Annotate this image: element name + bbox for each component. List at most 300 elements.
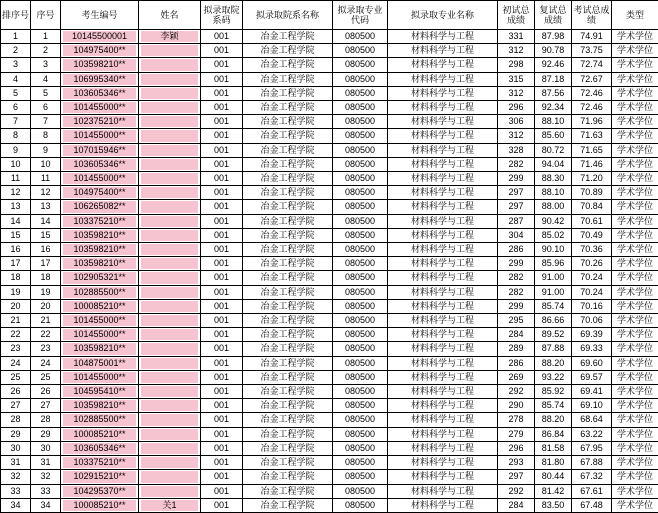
cell-text: 100085210**: [73, 500, 125, 510]
cell-major-name: 材料科学与工程: [388, 86, 498, 100]
cell-index: 8: [31, 129, 61, 143]
cell-rank: 12: [1, 186, 31, 200]
cell-retest-score: 88.10: [535, 186, 572, 200]
cell-type: 学术学位: [612, 115, 658, 129]
cell-department-name: 冶金工程学院: [243, 356, 333, 370]
cell-department-name: 冶金工程学院: [243, 72, 333, 86]
cell-rank: 13: [1, 200, 31, 214]
cell-type: 学术学位: [612, 399, 658, 413]
cell-candidate-id: [61, 186, 139, 200]
cell-text: 104295370**: [73, 486, 125, 496]
redaction-overlay: [141, 471, 198, 482]
cell-retest-score: 85.74: [535, 299, 572, 313]
cell-text: 106995340**: [73, 74, 125, 84]
cell-type: 学术学位: [612, 370, 658, 384]
cell-text: 101455000**: [73, 173, 125, 183]
cell-total-score: 67.48: [572, 498, 612, 512]
redaction-overlay: [141, 230, 198, 241]
table-row: [1, 427, 658, 441]
cell-department-code: 001: [201, 72, 243, 86]
cell-text: 102375210**: [73, 116, 125, 126]
cell-rank: 32: [1, 470, 31, 484]
cell-major-name: 材料科学与工程: [388, 257, 498, 271]
cell-department-code: 001: [201, 228, 243, 242]
cell-index: 1: [31, 30, 61, 44]
cell-department-name: 冶金工程学院: [243, 200, 333, 214]
cell-retest-score: 81.58: [535, 441, 572, 455]
cell-text: 10145500001: [72, 31, 127, 41]
cell-major-name: 材料科学与工程: [388, 484, 498, 498]
cell-rank: 18: [1, 271, 31, 285]
cell-type: 学术学位: [612, 172, 658, 186]
cell-retest-score: 85.02: [535, 228, 572, 242]
cell-index: 34: [31, 498, 61, 512]
cell-index: 32: [31, 470, 61, 484]
redaction-overlay: [141, 258, 198, 269]
column-header-department-code: 拟录取院系码: [201, 1, 243, 30]
cell-major-name: 材料科学与工程: [388, 72, 498, 86]
cell-text: 102905321**: [73, 272, 125, 282]
cell-total-score: 72.67: [572, 72, 612, 86]
cell-major-name: 材料科学与工程: [388, 427, 498, 441]
cell-department-code: 001: [201, 271, 243, 285]
cell-initial-score: 328: [498, 143, 535, 157]
cell-major-name: 材料科学与工程: [388, 44, 498, 58]
cell-candidate-id: [61, 44, 139, 58]
cell-text: 100085210**: [73, 301, 125, 311]
cell-index: 30: [31, 441, 61, 455]
cell-major-name: 材料科学与工程: [388, 115, 498, 129]
cell-department-name: 冶金工程学院: [243, 441, 333, 455]
cell-major-name: 材料科学与工程: [388, 228, 498, 242]
cell-total-score: 67.61: [572, 484, 612, 498]
cell-total-score: 70.89: [572, 186, 612, 200]
table-row: [1, 271, 658, 285]
redaction-overlay: [141, 315, 198, 326]
cell-text: 101455000**: [73, 329, 125, 339]
cell-department-code: 001: [201, 441, 243, 455]
cell-department-name: 冶金工程学院: [243, 58, 333, 72]
cell-major-code: 080500: [333, 243, 388, 257]
cell-type: 学术学位: [612, 228, 658, 242]
redaction-overlay: [141, 414, 198, 425]
redaction-overlay: [141, 287, 198, 298]
cell-name: [139, 498, 201, 512]
cell-major-name: 材料科学与工程: [388, 186, 498, 200]
cell-department-name: 冶金工程学院: [243, 257, 333, 271]
cell-name: [139, 370, 201, 384]
cell-type: 学术学位: [612, 200, 658, 214]
table-body: [1, 30, 658, 513]
cell-text: 102915210**: [73, 471, 125, 481]
cell-index: 16: [31, 243, 61, 257]
redaction-overlay: [141, 372, 198, 383]
table-row: [1, 385, 658, 399]
cell-total-score: 70.06: [572, 314, 612, 328]
table-row: [1, 30, 658, 44]
cell-candidate-id: [61, 328, 139, 342]
cell-department-name: 冶金工程学院: [243, 314, 333, 328]
cell-text: 104595410**: [73, 386, 125, 396]
cell-department-code: 001: [201, 172, 243, 186]
cell-initial-score: 293: [498, 456, 535, 470]
cell-retest-score: 86.84: [535, 427, 572, 441]
cell-rank: 34: [1, 498, 31, 512]
cell-department-name: 冶金工程学院: [243, 470, 333, 484]
cell-candidate-id: [61, 243, 139, 257]
cell-department-code: 001: [201, 370, 243, 384]
cell-name: [139, 214, 201, 228]
cell-major-name: 材料科学与工程: [388, 101, 498, 115]
cell-department-code: 001: [201, 498, 243, 512]
cell-department-code: 001: [201, 413, 243, 427]
cell-major-name: 材料科学与工程: [388, 399, 498, 413]
cell-major-name: 材料科学与工程: [388, 271, 498, 285]
cell-major-name: 材料科学与工程: [388, 157, 498, 171]
cell-rank: 25: [1, 370, 31, 384]
cell-index: 20: [31, 299, 61, 313]
cell-type: 学术学位: [612, 314, 658, 328]
cell-retest-score: 80.72: [535, 143, 572, 157]
cell-type: 学术学位: [612, 30, 658, 44]
cell-text: 103605346**: [73, 443, 125, 453]
cell-rank: 9: [1, 143, 31, 157]
table-row: [1, 143, 658, 157]
cell-initial-score: 312: [498, 86, 535, 100]
cell-total-score: 72.46: [572, 86, 612, 100]
cell-rank: 17: [1, 257, 31, 271]
cell-text: 107015946**: [73, 145, 125, 155]
cell-rank: 14: [1, 214, 31, 228]
cell-text: 103598210**: [73, 230, 125, 240]
cell-initial-score: 299: [498, 172, 535, 186]
cell-candidate-id: [61, 115, 139, 129]
cell-total-score: 67.88: [572, 456, 612, 470]
cell-name: [139, 299, 201, 313]
cell-major-code: 080500: [333, 385, 388, 399]
cell-candidate-id: [61, 441, 139, 455]
cell-department-name: 冶金工程学院: [243, 342, 333, 356]
cell-department-code: 001: [201, 285, 243, 299]
cell-index: 4: [31, 72, 61, 86]
cell-name: [139, 172, 201, 186]
cell-rank: 15: [1, 228, 31, 242]
cell-name: [139, 243, 201, 257]
cell-text: 103598210**: [73, 59, 125, 69]
cell-name: [139, 129, 201, 143]
cell-index: 9: [31, 143, 61, 157]
cell-total-score: 70.24: [572, 271, 612, 285]
cell-major-code: 080500: [333, 456, 388, 470]
cell-retest-score: 92.46: [535, 58, 572, 72]
cell-name: [139, 101, 201, 115]
cell-index: 27: [31, 399, 61, 413]
table-header-row: [1, 1, 658, 30]
table-row: [1, 456, 658, 470]
cell-department-code: 001: [201, 200, 243, 214]
cell-department-code: 001: [201, 214, 243, 228]
cell-department-code: 001: [201, 427, 243, 441]
cell-department-name: 冶金工程学院: [243, 101, 333, 115]
cell-initial-score: 298: [498, 58, 535, 72]
cell-candidate-id: [61, 86, 139, 100]
cell-department-code: 001: [201, 143, 243, 157]
cell-major-name: 材料科学与工程: [388, 285, 498, 299]
cell-department-name: 冶金工程学院: [243, 271, 333, 285]
redaction-overlay: [141, 358, 198, 369]
cell-major-name: 材料科学与工程: [388, 356, 498, 370]
cell-rank: 1: [1, 30, 31, 44]
cell-department-code: 001: [201, 470, 243, 484]
redaction-overlay: [141, 429, 198, 440]
cell-text: 101455000**: [73, 372, 125, 382]
cell-name: [139, 58, 201, 72]
cell-type: 学术学位: [612, 456, 658, 470]
cell-major-code: 080500: [333, 328, 388, 342]
cell-major-code: 080500: [333, 214, 388, 228]
cell-total-score: 74.91: [572, 30, 612, 44]
cell-name: [139, 186, 201, 200]
redaction-overlay: [141, 386, 198, 397]
cell-department-code: 001: [201, 314, 243, 328]
cell-type: 学术学位: [612, 328, 658, 342]
cell-type: 学术学位: [612, 186, 658, 200]
cell-text: 104875001**: [73, 358, 125, 368]
cell-department-name: 冶金工程学院: [243, 370, 333, 384]
cell-major-name: 材料科学与工程: [388, 342, 498, 356]
cell-retest-score: 88.20: [535, 356, 572, 370]
cell-initial-score: 292: [498, 484, 535, 498]
cell-major-code: 080500: [333, 470, 388, 484]
redaction-overlay: [141, 216, 198, 227]
cell-major-code: 080500: [333, 257, 388, 271]
cell-major-code: 080500: [333, 143, 388, 157]
cell-major-code: 080500: [333, 427, 388, 441]
table-row: [1, 413, 658, 427]
cell-major-name: 材料科学与工程: [388, 172, 498, 186]
cell-retest-score: 88.30: [535, 172, 572, 186]
cell-department-name: 冶金工程学院: [243, 115, 333, 129]
cell-initial-score: 304: [498, 228, 535, 242]
cell-candidate-id: [61, 399, 139, 413]
cell-name: [139, 441, 201, 455]
cell-index: 33: [31, 484, 61, 498]
cell-type: 学术学位: [612, 498, 658, 512]
cell-total-score: 71.46: [572, 157, 612, 171]
cell-initial-score: 282: [498, 271, 535, 285]
cell-rank: 22: [1, 328, 31, 342]
cell-type: 学术学位: [612, 441, 658, 455]
table-row: [1, 157, 658, 171]
redaction-overlay: [141, 45, 198, 56]
cell-major-code: 080500: [333, 441, 388, 455]
cell-rank: 28: [1, 413, 31, 427]
redaction-overlay: [141, 457, 198, 468]
redaction-overlay: [141, 159, 198, 170]
cell-index: 10: [31, 157, 61, 171]
cell-initial-score: 284: [498, 498, 535, 512]
cell-name: [139, 285, 201, 299]
cell-department-name: 冶金工程学院: [243, 214, 333, 228]
cell-retest-score: 87.98: [535, 30, 572, 44]
cell-total-score: 69.10: [572, 399, 612, 413]
cell-rank: 4: [1, 72, 31, 86]
cell-initial-score: 296: [498, 101, 535, 115]
table-row: [1, 299, 658, 313]
cell-type: 学术学位: [612, 257, 658, 271]
cell-major-name: 材料科学与工程: [388, 314, 498, 328]
cell-total-score: 69.33: [572, 342, 612, 356]
cell-index: 25: [31, 370, 61, 384]
cell-candidate-id: [61, 470, 139, 484]
cell-candidate-id: [61, 129, 139, 143]
cell-department-name: 冶金工程学院: [243, 143, 333, 157]
cell-major-name: 材料科学与工程: [388, 30, 498, 44]
cell-candidate-id: [61, 143, 139, 157]
cell-department-name: 冶金工程学院: [243, 299, 333, 313]
cell-index: 24: [31, 356, 61, 370]
cell-candidate-id: [61, 200, 139, 214]
cell-text: 101455000**: [73, 315, 125, 325]
cell-major-code: 080500: [333, 44, 388, 58]
cell-rank: 2: [1, 44, 31, 58]
redaction-overlay: [141, 272, 198, 283]
cell-major-code: 080500: [333, 30, 388, 44]
cell-department-name: 冶金工程学院: [243, 157, 333, 171]
redaction-overlay: [141, 201, 198, 212]
cell-index: 2: [31, 44, 61, 58]
cell-department-name: 冶金工程学院: [243, 243, 333, 257]
table-row: [1, 129, 658, 143]
cell-type: 学术学位: [612, 143, 658, 157]
cell-major-name: 材料科学与工程: [388, 370, 498, 384]
cell-department-code: 001: [201, 385, 243, 399]
cell-major-name: 材料科学与工程: [388, 470, 498, 484]
cell-rank: 30: [1, 441, 31, 455]
cell-candidate-id: [61, 456, 139, 470]
cell-department-name: 冶金工程学院: [243, 385, 333, 399]
table-row: [1, 214, 658, 228]
cell-initial-score: 279: [498, 427, 535, 441]
cell-candidate-id: [61, 228, 139, 242]
cell-department-code: 001: [201, 299, 243, 313]
cell-retest-score: 85.96: [535, 257, 572, 271]
cell-type: 学术学位: [612, 86, 658, 100]
cell-candidate-id: [61, 342, 139, 356]
cell-department-name: 冶金工程学院: [243, 427, 333, 441]
table-row: [1, 58, 658, 72]
cell-total-score: 69.60: [572, 356, 612, 370]
table-row: [1, 356, 658, 370]
cell-initial-score: 282: [498, 285, 535, 299]
cell-name: [139, 257, 201, 271]
cell-department-code: 001: [201, 44, 243, 58]
cell-major-code: 080500: [333, 413, 388, 427]
cell-major-name: 材料科学与工程: [388, 143, 498, 157]
table-row: [1, 172, 658, 186]
cell-rank: 29: [1, 427, 31, 441]
cell-retest-score: 89.52: [535, 328, 572, 342]
cell-type: 学术学位: [612, 243, 658, 257]
cell-initial-score: 312: [498, 44, 535, 58]
cell-name: [139, 72, 201, 86]
redaction-overlay: [141, 400, 198, 411]
table-row: [1, 115, 658, 129]
cell-text: 103598210**: [73, 400, 125, 410]
table-row: [1, 470, 658, 484]
cell-name: [139, 470, 201, 484]
cell-candidate-id: [61, 214, 139, 228]
cell-type: 学术学位: [612, 44, 658, 58]
cell-retest-score: 92.34: [535, 101, 572, 115]
cell-candidate-id: [61, 498, 139, 512]
cell-index: 26: [31, 385, 61, 399]
cell-initial-score: 297: [498, 186, 535, 200]
cell-index: 7: [31, 115, 61, 129]
cell-major-code: 080500: [333, 484, 388, 498]
column-header-name: 姓名: [139, 1, 201, 30]
cell-major-code: 080500: [333, 228, 388, 242]
cell-candidate-id: [61, 385, 139, 399]
cell-retest-score: 90.78: [535, 44, 572, 58]
cell-candidate-id: [61, 285, 139, 299]
cell-index: 5: [31, 86, 61, 100]
cell-candidate-id: [61, 356, 139, 370]
redaction-overlay: [141, 116, 198, 127]
cell-rank: 27: [1, 399, 31, 413]
table-row: [1, 228, 658, 242]
cell-major-code: 080500: [333, 86, 388, 100]
cell-name: [139, 271, 201, 285]
cell-text: 103598210**: [73, 244, 125, 254]
cell-type: 学术学位: [612, 129, 658, 143]
table-row: [1, 285, 658, 299]
cell-major-code: 080500: [333, 129, 388, 143]
cell-rank: 23: [1, 342, 31, 356]
cell-type: 学术学位: [612, 413, 658, 427]
cell-department-code: 001: [201, 157, 243, 171]
cell-total-score: 69.57: [572, 370, 612, 384]
cell-candidate-id: [61, 30, 139, 44]
cell-name: [139, 456, 201, 470]
cell-index: 31: [31, 456, 61, 470]
cell-major-code: 080500: [333, 342, 388, 356]
cell-department-code: 001: [201, 257, 243, 271]
column-header-major-code: 拟录取专业代码: [333, 1, 388, 30]
column-header-retest-score: 复试总成绩: [535, 1, 572, 30]
cell-initial-score: 269: [498, 370, 535, 384]
cell-rank: 10: [1, 157, 31, 171]
cell-initial-score: 278: [498, 413, 535, 427]
column-header-major-name: 拟录取专业名称: [388, 1, 498, 30]
cell-total-score: 72.46: [572, 101, 612, 115]
redaction-overlay: [141, 88, 198, 99]
cell-type: 学术学位: [612, 342, 658, 356]
cell-department-name: 冶金工程学院: [243, 413, 333, 427]
cell-index: 21: [31, 314, 61, 328]
cell-major-name: 材料科学与工程: [388, 243, 498, 257]
cell-total-score: 70.49: [572, 228, 612, 242]
column-header-initial-score: 初试总成绩: [498, 1, 535, 30]
cell-major-name: 材料科学与工程: [388, 200, 498, 214]
cell-department-code: 001: [201, 58, 243, 72]
redaction-overlay: [141, 301, 198, 312]
cell-major-code: 080500: [333, 498, 388, 512]
cell-major-code: 080500: [333, 157, 388, 171]
table-row: [1, 484, 658, 498]
cell-index: 18: [31, 271, 61, 285]
cell-retest-score: 88.20: [535, 413, 572, 427]
